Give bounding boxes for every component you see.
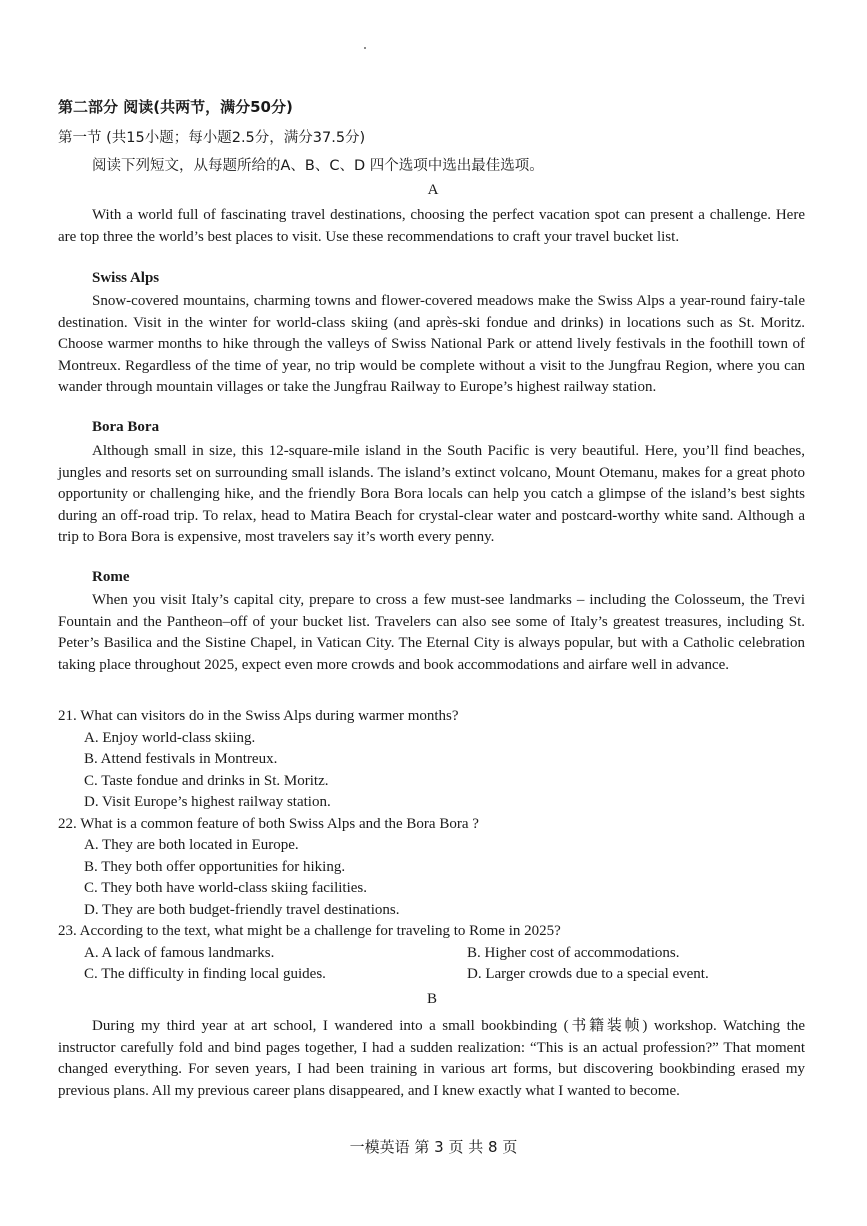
passage-a-intro: With a world full of fascinating travel destinations, choosing the perfect vacation spot can present a challenge. Here are top three the world’s best places to visit. Use these recommendations to craft your travel bucket list. [58,207,805,245]
q22-option-d: D. They are both budget-friendly travel destinations. [84,902,400,918]
bora-bora-paragraph: Although small in size, this 12-square-mile island in the South Pacific is very beautiful. Here, you’ll find beaches, jungles and resorts set on surrounding small islands. The island’s extinct volcano, Mount Otemanu, makes for a great photo opportunity or challenging hike, and the friendly Bora Bora locals can help you catch a glimpse of the island’s best sights during an off-road trip. To relax, head to Matira Beach for crystal-clear water and postcard-worthy white sand. Although a trip to Bora Bora is expensive, most travelers say it’s worth every penny. [58,443,805,545]
swiss-alps-paragraph: Snow-covered mountains, charming towns and flower-covered meadows make the Swiss Alps a year-round fairy-tale destination. Visit in the winter for world-class skiing (and après-ski fondue and drinks) in locations such as St. Moritz. Choose warmer months to hike through the valleys of Swiss National Park or attend lively festivals in the foothill town of Montreux. Regardless of the time of year, no trip would be complete without a visit to the Jungfrau Region, where you can wander through mountain villages or take the Jungfrau Railway to Europe’s highest railway station. [58,293,805,395]
q23-option-d: D. Larger crowds due to a special event. [467,966,709,982]
q23-option-c: C. The difficulty in finding local guides. [84,966,326,982]
q22-option-b: B. They both offer opportunities for hiking. [84,859,346,875]
passage-b-paragraph: During my third year at art school, I wandered into a small bookbinding (书籍装帧) workshop. Watching the instructor carefully fold and bind pages together, I had a sudden realization: “This is an actual profession?” That moment changed everything. For seven years, I had been training in various art forms, but discovering bookbinding erased my previous plans. All my previous career plans disappeared, and I knew exactly what I wanted to become. [58,1018,805,1099]
heading-rome: Rome [92,569,130,585]
subsection-title: 第一节 (共15小题；每小题2.5分，满分37.5分) [58,130,366,146]
passage-a-letter: A [427,182,439,198]
scan-speck [364,47,366,49]
heading-bora-bora: Bora Bora [92,419,160,435]
instruction: 阅读下列短文，从每题所给的A、B、C、D 四个选项中选出最佳选项。 [92,158,544,174]
rome-paragraph: When you visit Italy’s capital city, prepare to cross a few must-see landmarks – including the Colosseum, the Trevi Fountain and the Pantheon–off of your bucket list. Travelers can also see some of Italy’s greatest treasures, including St. Peter’s Basilica and the Sistine Chapel, in Vatican City. The Eternal City is always popular, but with a Catholic celebration taking place throughout 2025, expect even more crowds and book accommodations and airfare well in advance. [58,592,805,673]
question-23: 23. According to the text, what might be a challenge for traveling to Rome in 2025? [58,923,561,939]
q22-option-c: C. They both have world-class skiing facilities. [84,880,368,896]
section-title: 第二部分 阅读(共两节，满分50分) [58,98,293,116]
question-22: 22. What is a common feature of both Swiss Alps and the Bora Bora ? [58,816,479,832]
passage-b-letter: B [426,991,437,1007]
q21-option-d: D. Visit Europe’s highest railway station. [84,794,331,810]
question-21: 21. What can visitors do in the Swiss Alps during warmer months? [58,708,459,724]
q22-option-a: A. They are both located in Europe. [84,837,299,853]
page-footer: 一模英语 第 3 页 共 8 页 [349,1138,518,1156]
q21-option-b: B. Attend festivals in Montreux. [84,751,278,767]
q23-option-b: B. Higher cost of accommodations. [467,945,680,961]
q21-option-c: C. Taste fondue and drinks in St. Moritz. [84,773,329,789]
q23-option-a: A. A lack of famous landmarks. [84,945,275,961]
heading-swiss-alps: Swiss Alps [92,270,160,286]
q21-option-a: A. Enjoy world-class skiing. [84,730,256,746]
